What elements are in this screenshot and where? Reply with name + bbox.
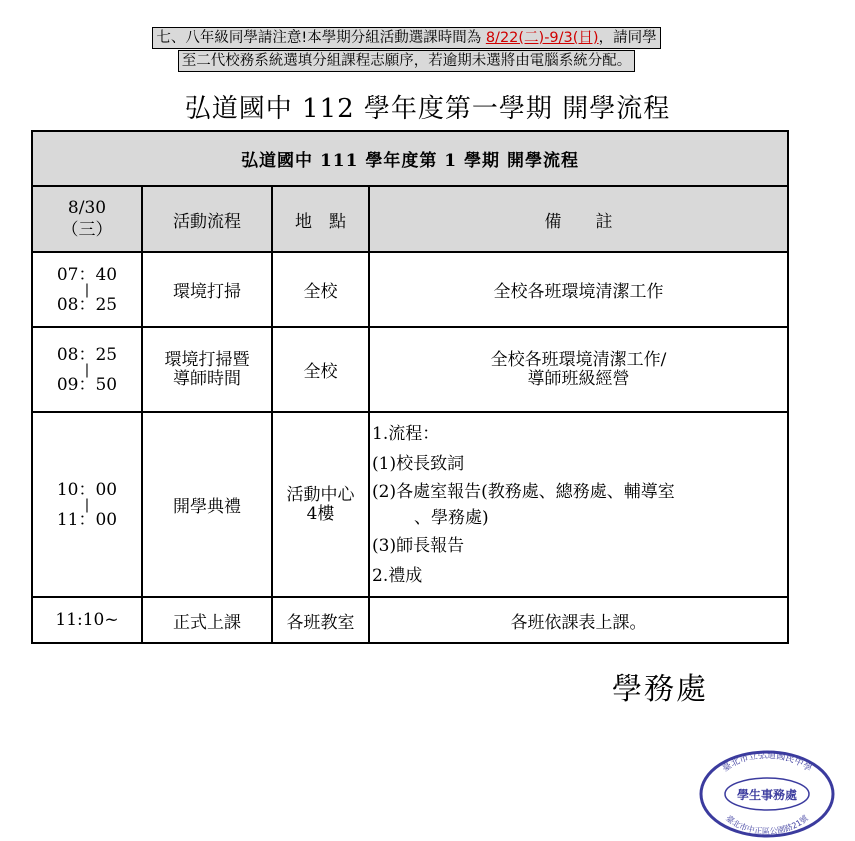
time-separator: | bbox=[84, 361, 90, 378]
time-start: 10：00 bbox=[56, 479, 118, 500]
enrollment-notice bbox=[88, 27, 725, 72]
table-title-row bbox=[32, 131, 788, 186]
time-end: 08：25 bbox=[56, 294, 118, 315]
place-cell: 全校 bbox=[272, 252, 369, 327]
activity-cell: 正式上課 bbox=[142, 597, 272, 643]
remark-cell: 全校各班環境清潔工作 bbox=[369, 252, 788, 327]
remark-item: 2.禮成 bbox=[372, 565, 423, 586]
time-cell: 11:10~ bbox=[32, 597, 142, 643]
activity-line: 導師時間 bbox=[173, 368, 241, 389]
activity-header: 活動流程 bbox=[142, 186, 272, 252]
activity-cell: 開學典禮 bbox=[142, 412, 272, 597]
time-end: 11：00 bbox=[56, 509, 118, 530]
remark-item: 、學務處) bbox=[414, 507, 489, 528]
svg-text:學生事務處: 學生事務處 bbox=[736, 788, 798, 802]
table-row bbox=[32, 327, 788, 412]
activity-line: 環境打掃暨 bbox=[164, 349, 250, 370]
table-row bbox=[32, 597, 788, 643]
notice-date-range: 8/22(二)-9/3(日) bbox=[485, 30, 599, 46]
notice-line-1 bbox=[152, 27, 660, 49]
time-start: 07：40 bbox=[56, 264, 118, 285]
place-cell: 各班教室 bbox=[272, 597, 369, 643]
remark-item: (2)各處室報告(教務處、總務處、輔導室 bbox=[372, 481, 675, 502]
table-row bbox=[32, 412, 788, 597]
notice-text: ，請同學 bbox=[598, 30, 657, 46]
place-cell bbox=[272, 412, 369, 597]
notice-line-2: 至二代校務系統選填分組課程志願序，若逾期未選將由電腦系統分配。 bbox=[178, 50, 636, 72]
activity-cell: 環境打掃 bbox=[142, 252, 272, 327]
table-title: 弘道國中 111 學年度第 1 學期 開學流程 bbox=[32, 131, 788, 186]
place-line: 4樓 bbox=[306, 503, 335, 524]
page-title: 弘道國中 112 學年度第一學期 開學流程 bbox=[184, 94, 671, 124]
time-separator: | bbox=[84, 496, 90, 513]
remark-header: 備 註 bbox=[369, 186, 788, 252]
table-row bbox=[32, 252, 788, 327]
remark-item: 1.流程： bbox=[372, 423, 440, 444]
place-cell: 全校 bbox=[272, 327, 369, 412]
remark-item: (1)校長致詞 bbox=[372, 453, 465, 474]
notice-text: 七、八年級同學請注意!本學期分組活動選課時間為 bbox=[156, 30, 486, 46]
svg-text:臺北市立弘道國民中學: 臺北市立弘道國民中學 bbox=[720, 750, 814, 775]
remark-line: 全校各班環境清潔工作/ bbox=[490, 349, 667, 370]
remark-cell bbox=[369, 327, 788, 412]
remark-line: 導師班級經營 bbox=[527, 368, 630, 389]
weekday-value: （三） bbox=[61, 220, 113, 240]
activity-cell bbox=[142, 327, 272, 412]
time-end: 09：50 bbox=[56, 374, 118, 395]
schedule-table bbox=[31, 130, 789, 644]
place-line: 活動中心 bbox=[286, 484, 355, 505]
remark-cell bbox=[369, 412, 788, 597]
office-seal-stamp bbox=[697, 748, 837, 838]
signature: 學務處 bbox=[612, 672, 708, 707]
table-header-row bbox=[32, 186, 788, 252]
remark-item: (3)師長報告 bbox=[372, 535, 465, 556]
remark-cell: 各班依課表上課。 bbox=[369, 597, 788, 643]
place-header: 地 點 bbox=[272, 186, 369, 252]
time-cell bbox=[32, 327, 142, 412]
time-cell bbox=[32, 252, 142, 327]
time-cell bbox=[32, 412, 142, 597]
time-separator: | bbox=[84, 281, 90, 298]
svg-text:臺北市中正區公園路21號: 臺北市中正區公園路21號 bbox=[724, 813, 810, 837]
time-start: 08：25 bbox=[56, 344, 118, 365]
date-value: 8/30 bbox=[67, 198, 107, 218]
date-header bbox=[32, 186, 142, 252]
